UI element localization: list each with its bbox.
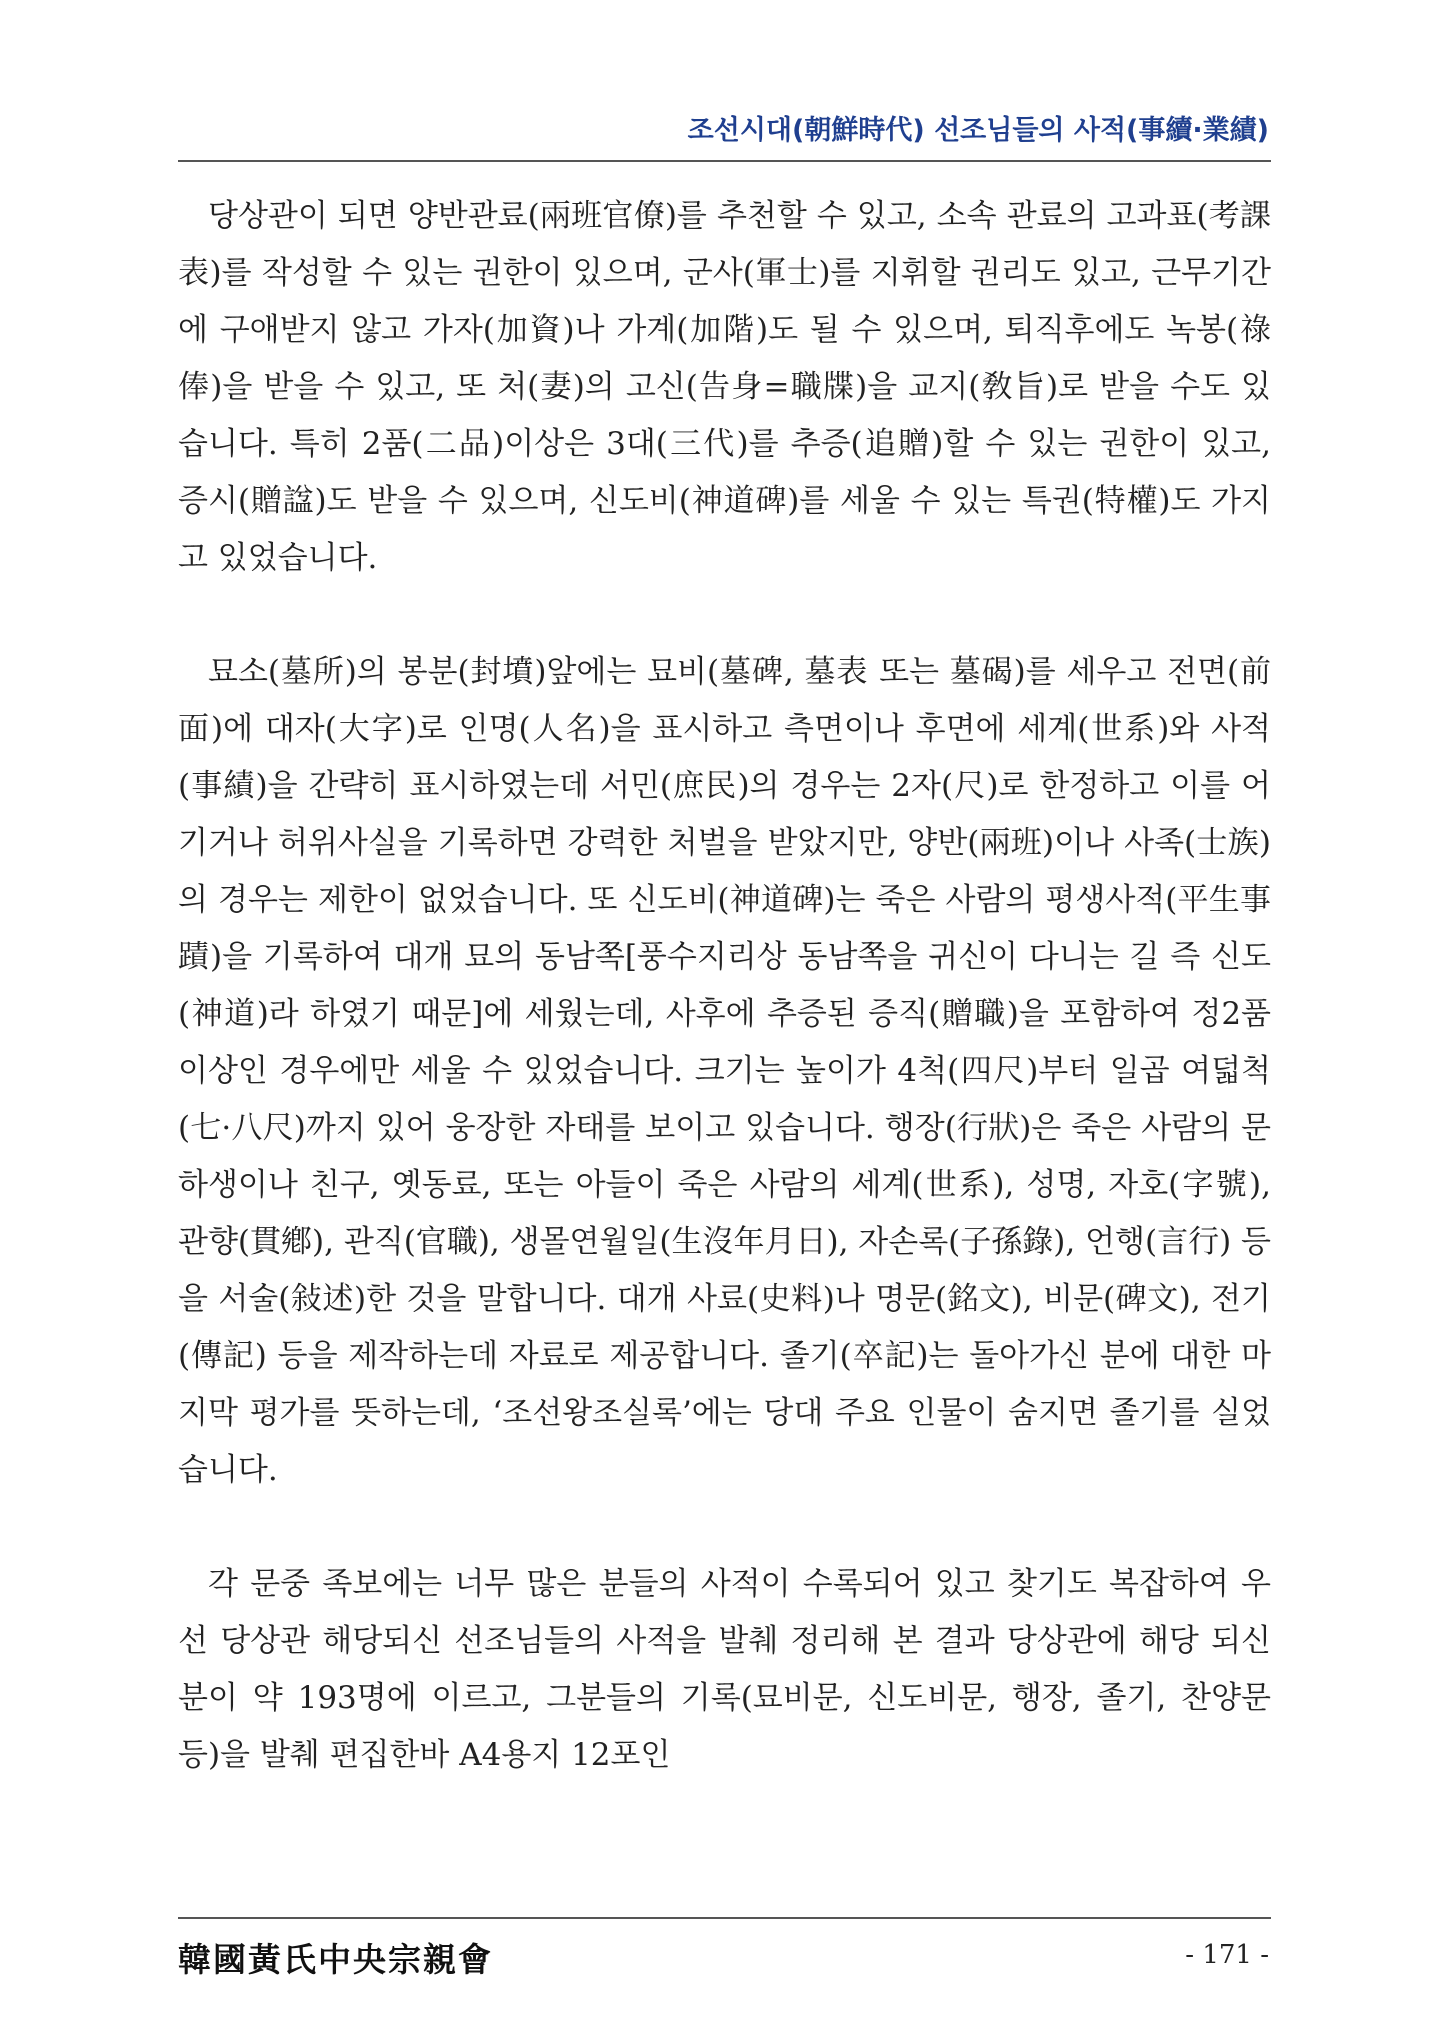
page-number: - 171 - xyxy=(1185,1940,1269,1970)
paragraph-3: 각 문중 족보에는 너무 많은 분들의 사적이 수록되어 있고 찾기도 복잡하여 우선 당상관 해당되신 선조님들의 사적을 발췌 정리해 본 결과 당상관에 해당 되신 분이 약 193명에 이르고, 그분들의 기록(묘비문, 신도비문, 행장, 졸기, 찬양문 등)을 발췌 편집한바 A4용지 12포인 xyxy=(178,1566,1271,1773)
paragraph-1: 당상관이 되면 양반관료(兩班官僚)를 추천할 수 있고, 소속 관료의 고과표(考課表)를 작성할 수 있는 권한이 있으며, 군사(軍士)를 지휘할 권리도 있고, 근무기간에 구애받지 않고 가자(加資)나 가계(加階)도 될 수 있으며, 퇴직후에도 녹봉(祿俸)을 받을 수 있고, 또 처(妻)의 고신(告身=職牒)을 교지(敎旨)로 받을 수도 있습니다. 특히 2품(二品)이상은 3대(三代)를 추증(追贈)할 수 있는 권한이 있고, 증시(贈諡)도 받을 수 있으며, 신도비(神道碑)를 세울 수 있는 특권(特權)도 가지고 있었습니다. xyxy=(178,198,1271,576)
header-divider xyxy=(178,160,1271,162)
footer-organization-name: 韓國黃氏中央宗親會 xyxy=(178,1940,493,1979)
paragraph-spacer xyxy=(178,587,1271,644)
body-text xyxy=(178,188,1271,1784)
paragraph-2: 묘소(墓所)의 봉분(封墳)앞에는 묘비(墓碑, 墓表 또는 墓碣)를 세우고 전면(前面)에 대자(大字)로 인명(人名)을 표시하고 측면이나 후면에 세계(世系)와 사적(事績)을 간략히 표시하였는데 서민(庶民)의 경우는 2자(尺)로 한정하고 이를 어기거나 허위사실을 기록하면 강력한 처벌을 받았지만, 양반(兩班)이나 사족(士族)의 경우는 제한이 없었습니다. 또 신도비(神道碑)는 죽은 사람의 평생사적(平生事蹟)을 기록하여 대개 묘의 동남쪽[풍수지리상 동남쪽을 귀신이 다니는 길 즉 신도(神道)라 하였기 때문]에 세웠는데, 사후에 추증된 증직(贈職)을 포함하여 정2품 이상인 경우에만 세울 수 있었습니다. 크기는 높이가 4척(四尺)부터 일곱 여덟척(七·八尺)까지 있어 웅장한 자태를 보이고 있습니다. 행장(行狀)은 죽은 사람의 문하생이나 친구, 옛동료, 또는 아들이 죽은 사람의 세계(世系), 성명, 자호(字號), 관향(貫鄕), 관직(官職), 생몰연월일(生沒年月日), 자손록(子孫錄), 언행(言行) 등을 서술(敍述)한 것을 말합니다. 대개 사료(史料)나 명문(銘文), 비문(碑文), 전기(傳記) 등을 제작하는데 자료로 제공합니다. 졸기(卒記)는 돌아가신 분에 대한 마지막 평가를 뜻하는데, ‘조선왕조실록’에는 당대 주요 인물이 숨지면 졸기를 실었습니다. xyxy=(178,654,1271,1488)
running-header-title: 조선시대(朝鮮時代) 선조님들의 사적(事續·業績) xyxy=(687,115,1269,146)
paragraph-spacer xyxy=(178,1499,1271,1556)
footer-divider xyxy=(178,1917,1271,1919)
